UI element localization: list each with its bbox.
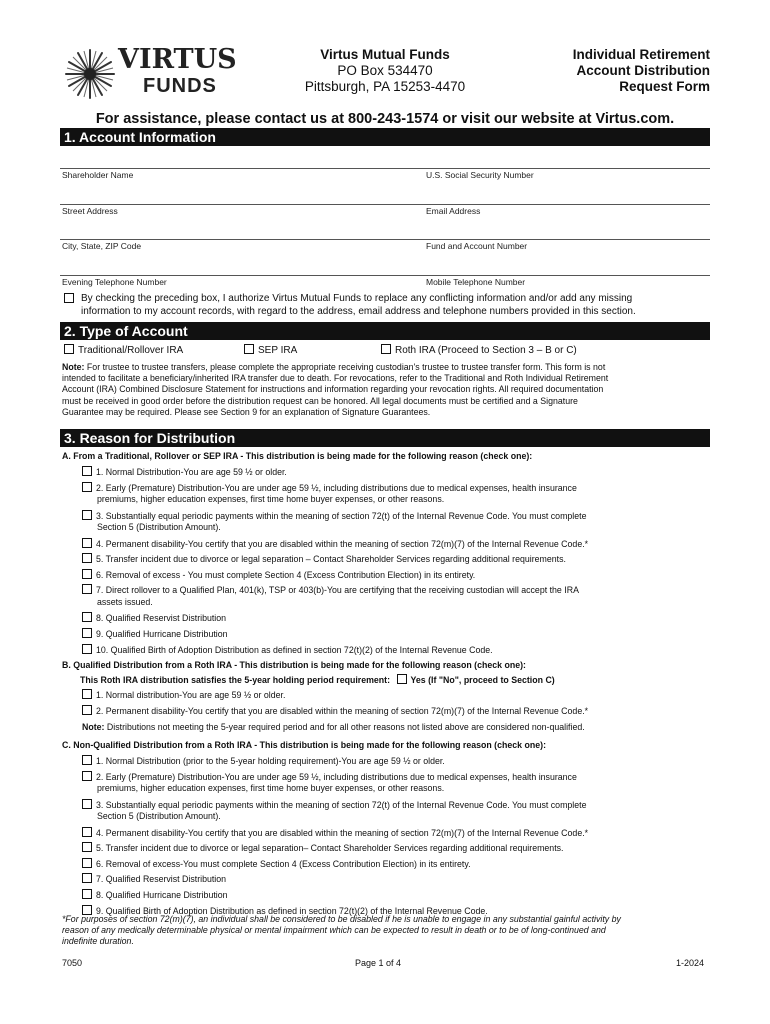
option-label: 3. Substantially equal periodic payments within the meaning of section 72(t) of the Internal Revenue Code. You must complete <box>96 799 587 810</box>
checkbox[interactable] <box>82 842 92 852</box>
checkbox[interactable] <box>82 482 92 492</box>
checkbox[interactable] <box>82 644 92 654</box>
option-label: premiums, higher education expenses, first time home buyer expenses, or other reasons. <box>97 493 445 504</box>
option-label: 6. Removal of excess - You must complete Section 4 (Excess Contribution Election) in its entirety. <box>96 569 476 580</box>
option-a8[interactable] <box>82 612 712 628</box>
option-label: 4. Permanent disability-You certify that you are disabled within the meaning of section 72(m)(7) of the Internal Revenue Code.* <box>96 827 589 838</box>
authorize-checkbox-row <box>64 293 633 307</box>
option-c7[interactable] <box>82 873 712 889</box>
checkbox[interactable] <box>82 705 92 715</box>
option-label: assets issued. <box>97 596 153 607</box>
option-b2[interactable] <box>82 705 712 721</box>
logo-word-virtus: VIRTUS <box>118 44 237 75</box>
option-label: 2. Early (Premature) Distribution-You are under age 59 ½, including distributions due to medical expenses, health insurance <box>96 482 577 493</box>
section-b-options <box>82 689 712 720</box>
option-label: 4. Permanent disability-You certify that you are disabled within the meaning of section 72(m)(7) of the Internal Revenue Code.* <box>96 538 589 549</box>
checkbox[interactable] <box>82 755 92 765</box>
footnote-line: reason of any medically determinable physical or mental impairment which can be expected to result in death or to be of long-continued and <box>62 925 606 936</box>
option-c1[interactable] <box>82 755 712 771</box>
traditional-ira-checkbox[interactable] <box>64 344 74 354</box>
checkbox[interactable] <box>82 553 92 563</box>
yes-checkbox[interactable] <box>397 674 407 684</box>
option-a4[interactable] <box>82 538 712 554</box>
checkbox[interactable] <box>82 466 92 476</box>
checkbox[interactable] <box>82 628 92 638</box>
form-title-line: Request Form <box>619 79 710 94</box>
form-title-line: Individual Retirement <box>572 47 710 62</box>
option-label: 9. Qualified Birth of Adoption Distribution as defined in section 72(t)(2) of the Internal Revenue Code. <box>96 905 488 916</box>
sep-ira-checkbox[interactable] <box>244 344 254 354</box>
option-a9[interactable] <box>82 628 712 644</box>
sunburst-icon <box>64 48 116 100</box>
option-a1[interactable] <box>82 466 712 482</box>
checkbox[interactable] <box>82 799 92 809</box>
option-label: 8. Qualified Reservist Distribution <box>96 613 227 624</box>
section-c-options <box>82 755 712 920</box>
section-3-header: 3. Reason for Distribution <box>60 429 710 447</box>
checkbox[interactable] <box>82 858 92 868</box>
footnote-line: *For purposes of section 72(m)(7), an individual shall be considered to be disabled if he is unable to engage in any substantial gainful activity by <box>62 914 621 924</box>
checkbox[interactable] <box>82 510 92 520</box>
option-label: 5. Transfer incident due to divorce or legal separation– Contact Shareholder Services regarding additional requirements. <box>96 843 564 854</box>
checkbox[interactable] <box>82 771 92 781</box>
option-label: 2. Early (Premature) Distribution-You are under age 59 ½, including distributions due to medical expenses, health insurance <box>96 771 577 782</box>
option-label: Section 5 (Distribution Amount). <box>97 521 221 532</box>
section-a-heading: A. From a Traditional, Rollover or SEP IRA - This distribution is being made for the following reason (check one): <box>62 451 533 461</box>
fund-account-field[interactable]: Fund and Account Number <box>426 241 528 251</box>
page-number: Page 1 of 4 <box>355 958 402 968</box>
form-title-line: Account Distribution <box>576 63 710 78</box>
city-state-zip: Pittsburgh, PA 15253-4470 <box>304 79 466 94</box>
footnote-line: indefinite duration. <box>62 936 134 947</box>
holding-period-text: This Roth IRA distribution satisfies the 5-year holding period requirement: <box>80 675 391 685</box>
option-label: 5. Transfer incident due to divorce or legal separation – Contact Shareholder Services regarding additional requirements. <box>96 554 566 565</box>
section-c-heading: C. Non-Qualified Distribution from a Roth IRA - This distribution is being made for the following reason (check one): <box>62 740 547 750</box>
option-a3[interactable] <box>82 510 712 538</box>
form-header <box>0 0 770 112</box>
revision-date: 1-2024 <box>676 958 705 968</box>
option-label: premiums, higher education expenses, first time home buyer expenses, or other reasons. <box>97 782 445 793</box>
checkbox[interactable] <box>82 569 92 579</box>
note-label: Note: <box>62 362 85 372</box>
option-label: Traditional/Rollover IRA <box>78 345 184 356</box>
form-title <box>520 47 710 95</box>
logo-word-funds: FUNDS <box>143 75 217 97</box>
virtus-logo <box>64 44 237 104</box>
sep-ira-option[interactable] <box>244 344 297 358</box>
divider <box>60 204 710 205</box>
transfer-note <box>62 362 712 418</box>
roth-ira-option[interactable] <box>381 344 577 358</box>
option-c2[interactable] <box>82 771 712 799</box>
option-label: 7. Qualified Reservist Distribution <box>96 874 227 885</box>
checkbox[interactable] <box>82 689 92 699</box>
option-label: 6. Removal of excess-You must complete Section 4 (Excess Contribution Election) in its entirety. <box>96 858 471 869</box>
option-a6[interactable] <box>82 569 712 585</box>
disability-footnote <box>62 914 712 948</box>
option-label: Roth IRA (Proceed to Section 3 – B or C) <box>395 345 577 356</box>
option-a5[interactable] <box>82 553 712 569</box>
note-text: intended to facilitate a beneficiary/inherited IRA transfer due to death. For revocations, refer to the Traditional and Roth Individual Retirement <box>62 373 609 384</box>
po-box: PO Box 534470 <box>337 63 433 78</box>
section-1-header: 1. Account Information <box>60 128 710 146</box>
authorize-checkbox[interactable] <box>64 293 74 303</box>
section-2-header: 2. Type of Account <box>60 322 710 340</box>
option-a7[interactable] <box>82 584 712 612</box>
traditional-ira-option[interactable] <box>64 344 183 358</box>
roth-ira-checkbox[interactable] <box>381 344 391 354</box>
option-label: 10. Qualified Birth of Adoption Distribution as defined in section 72(t)(2) of the Internal Revenue Code. <box>96 644 493 655</box>
company-name: Virtus Mutual Funds <box>320 47 450 62</box>
option-label: 1. Normal distribution-You are age 59 ½ or older. <box>96 690 286 700</box>
assistance-line: For assistance, please contact us at 800-243-1574 or visit our website at Virtus.com. <box>95 111 675 127</box>
option-label: 9. Qualified Hurricane Distribution <box>96 628 228 639</box>
note-text: Distributions not meeting the 5-year required period and for all other reasons not listed above are considered non-qualified. <box>104 722 585 732</box>
note-text: must be received in good order before the distribution request can be honored. All legal documents must be certified and a Signature <box>62 395 578 406</box>
option-a2[interactable] <box>82 482 712 510</box>
evening-phone-field[interactable]: Evening Telephone Number <box>62 277 167 287</box>
option-label: 3. Substantially equal periodic payments within the meaning of section 72(t) of the Internal Revenue Code. You must complete <box>96 510 587 521</box>
note-text: Account (IRA) Combined Disclosure Statement for instructions and information regarding your revocation rights. All required documentation <box>62 384 604 395</box>
street-address-field[interactable]: Street Address <box>62 206 118 216</box>
divider <box>60 275 710 276</box>
option-c6[interactable] <box>82 858 712 874</box>
section-b-heading: B. Qualified Distribution from a Roth IRA - This distribution is being made for the following reason (check one): <box>62 660 526 670</box>
mobile-phone-field[interactable]: Mobile Telephone Number <box>426 277 526 287</box>
option-label: 1. Normal Distribution (prior to the 5-year holding requirement)-You are age 59 ½ or older. <box>96 756 445 766</box>
shareholder-name-field[interactable]: Shareholder Name <box>62 170 134 180</box>
section-a-options <box>82 466 712 659</box>
section-b-note <box>82 722 585 733</box>
checkbox[interactable] <box>82 873 92 883</box>
option-label: SEP IRA <box>258 345 298 356</box>
option-c3[interactable] <box>82 799 712 827</box>
email-address-field[interactable]: Email Address <box>426 206 481 216</box>
form-number: 7050 <box>62 958 83 968</box>
authorize-text-1: By checking the preceding box, I authorize Virtus Mutual Funds to replace any conflicting information and/or add any missing <box>81 293 633 304</box>
mailing-address <box>290 47 480 95</box>
option-label: Section 5 (Distribution Amount). <box>97 810 221 821</box>
yes-label: Yes (If "No", proceed to Section C) <box>410 675 555 685</box>
option-c4[interactable] <box>82 827 712 843</box>
option-c8[interactable] <box>82 889 712 905</box>
option-b1[interactable] <box>82 689 712 705</box>
authorize-text-2: information to my account records, with regard to the address, email address and telephone numbers provided in this section. <box>81 306 636 317</box>
divider <box>60 239 710 240</box>
option-a10[interactable] <box>82 644 712 660</box>
option-label: 2. Permanent disability-You certify that you are disabled within the meaning of section 72(m)(7) of the Internal Revenue Code.* <box>96 705 589 716</box>
checkbox[interactable] <box>82 889 92 899</box>
option-label: 1. Normal Distribution-You are age 59 ½ or older. <box>96 467 287 477</box>
checkbox[interactable] <box>82 612 92 622</box>
city-state-zip-field[interactable]: City, State, ZIP Code <box>62 241 142 251</box>
checkbox[interactable] <box>82 827 92 837</box>
option-label: 8. Qualified Hurricane Distribution <box>96 889 228 900</box>
section-b-subheading <box>80 674 555 686</box>
divider <box>60 168 710 169</box>
checkbox[interactable] <box>82 538 92 548</box>
option-c5[interactable] <box>82 842 712 858</box>
note-label: Note: <box>82 722 105 732</box>
ssn-field[interactable]: U.S. Social Security Number <box>426 170 534 180</box>
note-text: For trustee to trustee transfers, please complete the appropriate receiving custodian's trustee to trustee transfer form. This form is not <box>84 362 606 372</box>
checkbox[interactable] <box>82 584 92 594</box>
note-text: Guarantee may be required. Please see Section 9 for an explanation of Signature Guarantees. <box>62 406 431 417</box>
option-label: 7. Direct rollover to a Qualified Plan, 401(k), TSP or 403(b)-You are certifying that the receiving custodian will accept the IRA <box>96 585 579 596</box>
